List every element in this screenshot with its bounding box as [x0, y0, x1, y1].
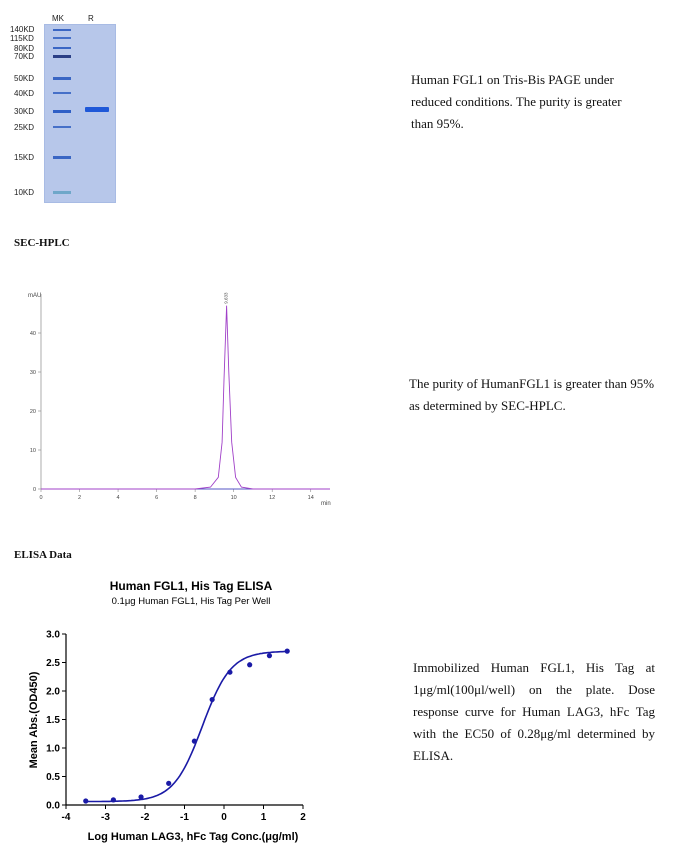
elisa-data-point [210, 697, 215, 702]
elisa-y-tick-label: 0.5 [46, 772, 60, 783]
gel-marker-band [53, 77, 71, 80]
elisa-data-point [166, 781, 171, 786]
elisa-y-axis-label: Mean Abs.(OD450) [28, 671, 40, 769]
elisa-data-point [247, 662, 252, 667]
sec-x-tick-label: 6 [155, 495, 159, 501]
sec-y-tick-label: 20 [29, 409, 36, 415]
sec-x-tick-label: 10 [230, 495, 237, 501]
elisa-data-point [267, 653, 272, 658]
elisa-data-point [138, 794, 143, 799]
gel-marker-band [53, 110, 71, 113]
elisa-x-tick-label: 1 [260, 812, 267, 823]
sec-heading: SEC-HPLC [14, 237, 70, 249]
sec-y-tick-label: 10 [29, 448, 36, 454]
gel-marker-band [53, 29, 71, 31]
gel-sample-band [85, 107, 109, 112]
elisa-y-tick-label: 0.0 [46, 800, 60, 812]
sec-x-tick-label: 14 [307, 495, 314, 501]
sec-x-unit: min [321, 501, 331, 507]
sec-x-tick-label: 8 [193, 495, 197, 501]
gel-marker-band [53, 156, 71, 159]
elisa-x-axis-label: Log Human LAG3, hFc Tag Conc.(μg/ml) [87, 831, 299, 843]
sec-trace-line [41, 306, 330, 489]
gel-marker-label: 115KD [10, 34, 34, 43]
elisa-x-tick-label: -2 [140, 812, 150, 823]
gel-marker-band [53, 126, 71, 128]
gel-marker-label: 40KD [14, 89, 35, 98]
elisa-x-tick-label: -4 [61, 812, 71, 823]
gel-image [44, 24, 116, 203]
elisa-y-tick-label: 1.5 [46, 715, 60, 726]
gel-marker-band [53, 37, 71, 39]
elisa-data-point [285, 649, 290, 654]
elisa-y-tick-label: 1.0 [46, 743, 60, 755]
elisa-chart-subtitle: 0.1μg Human FGL1, His Tag Per Well [111, 596, 271, 607]
sec-x-tick-label: 12 [269, 495, 276, 501]
gel-marker-label: 140KD [10, 25, 35, 34]
gel-marker-band [53, 55, 71, 58]
sec-y-tick-label: 30 [29, 370, 36, 376]
elisa-x-tick-label: 0 [221, 812, 227, 823]
elisa-fit-curve [86, 652, 287, 802]
gel-marker-label: 30KD [14, 107, 35, 116]
sec-y-unit: mAU [28, 293, 42, 299]
gel-marker-label: 50KD [14, 74, 35, 83]
gel-marker-label: 80KD [14, 44, 35, 53]
sec-description: The purity of HumanFGL1 is greater than 95% as determined by SEC-HPLC. [409, 376, 655, 413]
elisa-description: Immobilized Human FGL1, His Tag at 1μg/ml(100μl/well) on the plate. Dose response curve for Human LAG3, hFc Tag with the EC50 of 0.28μg/ml determined by ELISA. [413, 660, 655, 763]
gel-marker-band [53, 92, 71, 94]
elisa-x-tick-label: 2 [300, 812, 306, 823]
sec-x-tick-label: 4 [116, 495, 120, 501]
gel-marker-label: 10KD [14, 188, 35, 197]
sec-x-tick-label: 2 [78, 495, 82, 501]
sec-y-tick-label: 0 [32, 487, 36, 493]
elisa-y-tick-label: 2.0 [46, 686, 60, 698]
gel-description: Human FGL1 on Tris-Bis PAGE under reduced conditions. The purity is greater than 95%. [411, 72, 622, 131]
gel-marker-label: 70KD [14, 52, 35, 61]
gel-marker-label: 25KD [14, 123, 35, 132]
elisa-data-point [111, 797, 116, 802]
sec-y-tick-label: 40 [29, 331, 36, 337]
elisa-data-point [192, 739, 197, 744]
elisa-chart-title: Human FGL1, His Tag ELISA [109, 579, 273, 593]
sec-x-tick-label: 0 [39, 495, 43, 501]
elisa-data-point [83, 798, 88, 803]
sec-chromatogram [20, 280, 340, 520]
elisa-x-tick-label: -3 [101, 812, 110, 823]
gel-lane-label-r: R [88, 14, 94, 23]
elisa-chart [20, 572, 350, 852]
gel-marker-band [53, 47, 71, 49]
elisa-heading: ELISA Data [14, 549, 72, 561]
sec-peak-label: 9.633 [223, 292, 229, 304]
elisa-x-tick-label: -1 [180, 812, 189, 823]
elisa-data-point [227, 670, 232, 675]
gel-marker-label: 15KD [14, 153, 35, 162]
elisa-y-tick-label: 2.5 [46, 658, 60, 669]
gel-lane-label-mk: MK [52, 14, 64, 23]
elisa-y-tick-label: 3.0 [46, 629, 60, 641]
gel-section [10, 10, 120, 210]
gel-marker-band [53, 191, 71, 194]
